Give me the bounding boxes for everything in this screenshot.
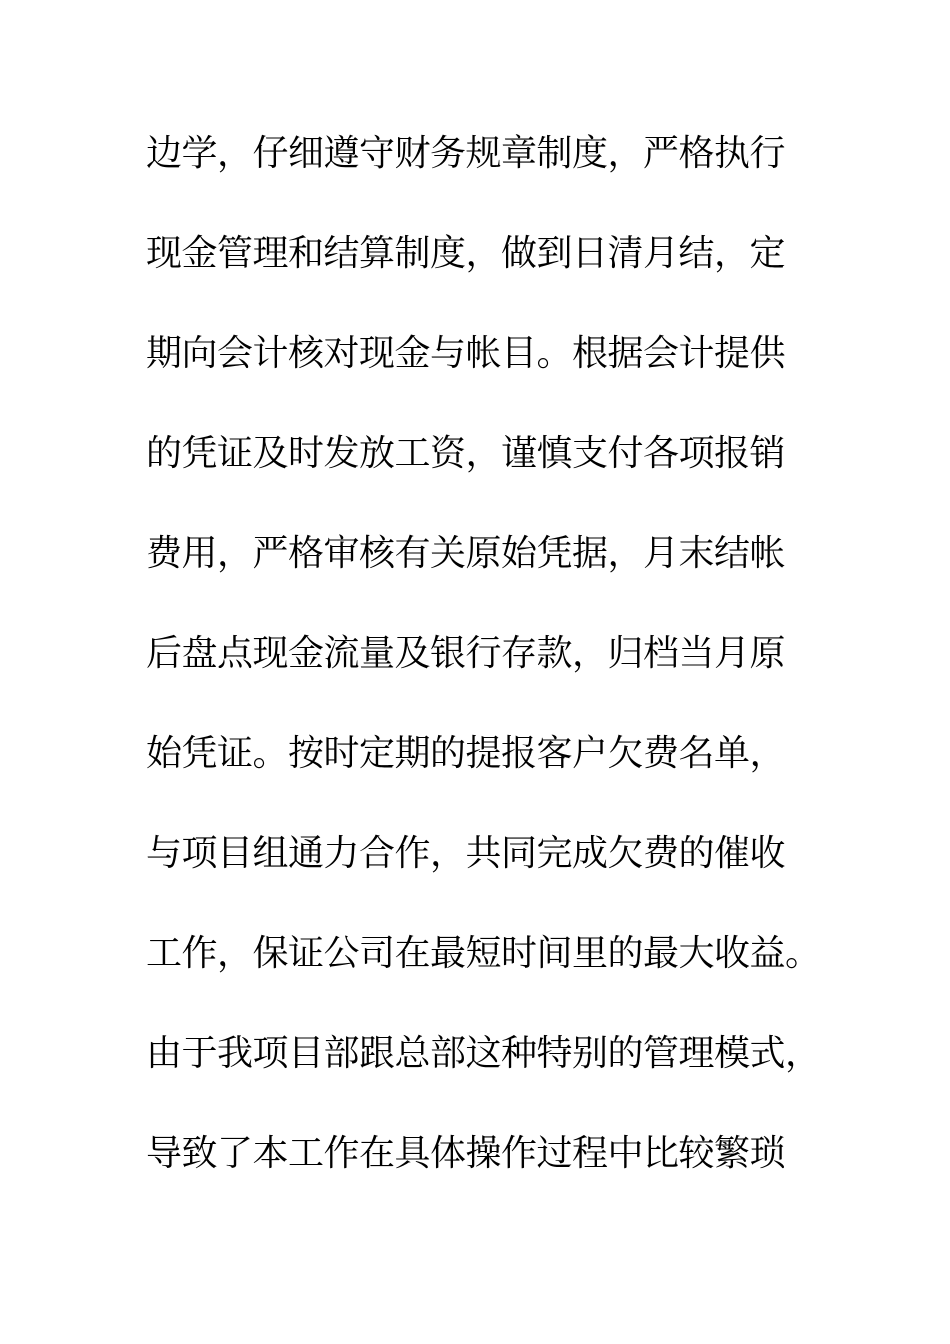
text-line-1: 边学，仔细遵守财务规章制度，严格执行 [146,133,786,174]
text-line-2: 现金管理和结算制度，做到日清月结，定 [146,233,786,274]
body-text [146,127,826,1227]
text-line-4: 的凭证及时发放工资，谨慎支付各项报销 [146,433,786,474]
text-line-6: 后盘点现金流量及银行存款，归档当月原 [146,633,786,674]
text-line-8: 与项目组通力合作，共同完成欠费的催收 [146,833,786,874]
text-line-10: 由于我项目部跟总部这种特别的管理模式， [146,1033,821,1074]
text-line-3: 期向会计核对现金与帐目。根据会计提供 [146,333,786,374]
text-line-11: 导致了本工作在具体操作过程中比较繁琐 [146,1133,786,1174]
text-line-7: 始凭证。按时定期的提报客户欠费名单， [146,733,786,774]
text-line-9: 工作，保证公司在最短时间里的最大收益。 [146,933,821,974]
text-line-5: 费用，严格审核有关原始凭据，月末结帐 [146,533,786,574]
